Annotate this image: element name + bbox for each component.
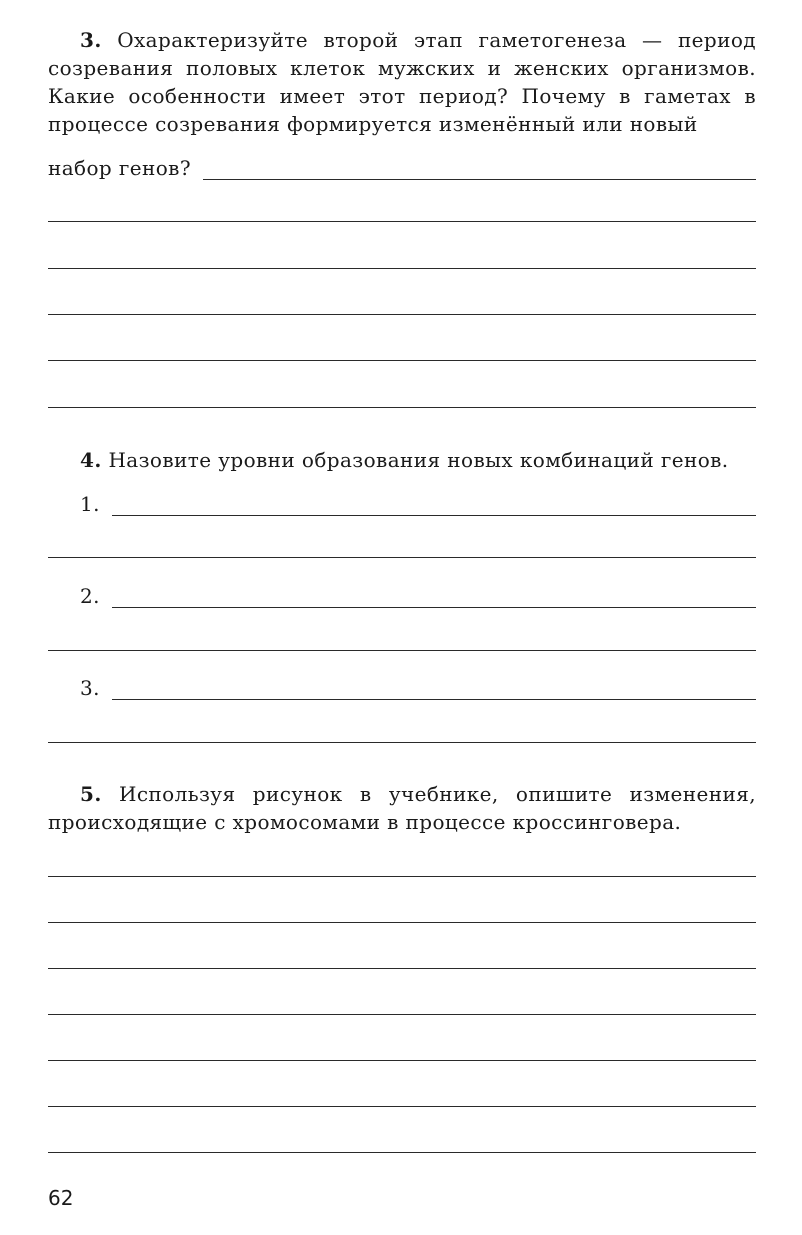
question-4-number: 4. bbox=[80, 448, 102, 472]
answer-line[interactable] bbox=[48, 1014, 756, 1015]
answer-line[interactable] bbox=[48, 876, 756, 877]
answer-line[interactable] bbox=[48, 968, 756, 969]
answer-line[interactable] bbox=[48, 1106, 756, 1107]
answer-line[interactable] bbox=[48, 407, 756, 408]
answer-line[interactable] bbox=[203, 179, 756, 180]
page-number: 62 bbox=[48, 1186, 74, 1210]
answer-line[interactable] bbox=[48, 922, 756, 923]
answer-line[interactable] bbox=[48, 1060, 756, 1061]
answer-line[interactable] bbox=[112, 699, 756, 700]
item-number: 1. bbox=[80, 492, 100, 516]
answer-line[interactable] bbox=[48, 314, 756, 315]
question-3-tail-row bbox=[48, 152, 756, 180]
answer-line[interactable] bbox=[48, 221, 756, 222]
question-4-item-2 bbox=[80, 580, 756, 608]
question-3-tail: набор генов? bbox=[48, 156, 191, 180]
question-4-item-3 bbox=[80, 672, 756, 700]
answer-line[interactable] bbox=[48, 1152, 756, 1153]
question-3 bbox=[48, 26, 756, 138]
question-4-text: Назовите уровни образования новых комбинаций генов. bbox=[101, 448, 729, 472]
item-number: 3. bbox=[80, 676, 100, 700]
question-4 bbox=[48, 446, 756, 474]
question-5 bbox=[48, 780, 756, 836]
question-4-item-1 bbox=[80, 488, 756, 516]
answer-line[interactable] bbox=[48, 557, 756, 558]
question-3-number: 3. bbox=[80, 28, 102, 52]
answer-line[interactable] bbox=[112, 515, 756, 516]
question-3-text: Охарактеризуйте второй этап гаметогенеза — период созревания половых клеток мужских и женских организмов. Какие особенности имеет этот период? Почему в гаметах в процессе созревания формируется изменённый или новый bbox=[48, 28, 756, 136]
answer-line[interactable] bbox=[48, 360, 756, 361]
question-5-text: Используя рисунок в учебнике, опишите изменения, происходящие с хромосомами в процессе кроссинговера. bbox=[48, 782, 756, 834]
question-5-number: 5. bbox=[80, 782, 102, 806]
answer-line[interactable] bbox=[112, 607, 756, 608]
item-number: 2. bbox=[80, 584, 100, 608]
answer-line[interactable] bbox=[48, 650, 756, 651]
answer-line[interactable] bbox=[48, 742, 756, 743]
answer-line[interactable] bbox=[48, 268, 756, 269]
